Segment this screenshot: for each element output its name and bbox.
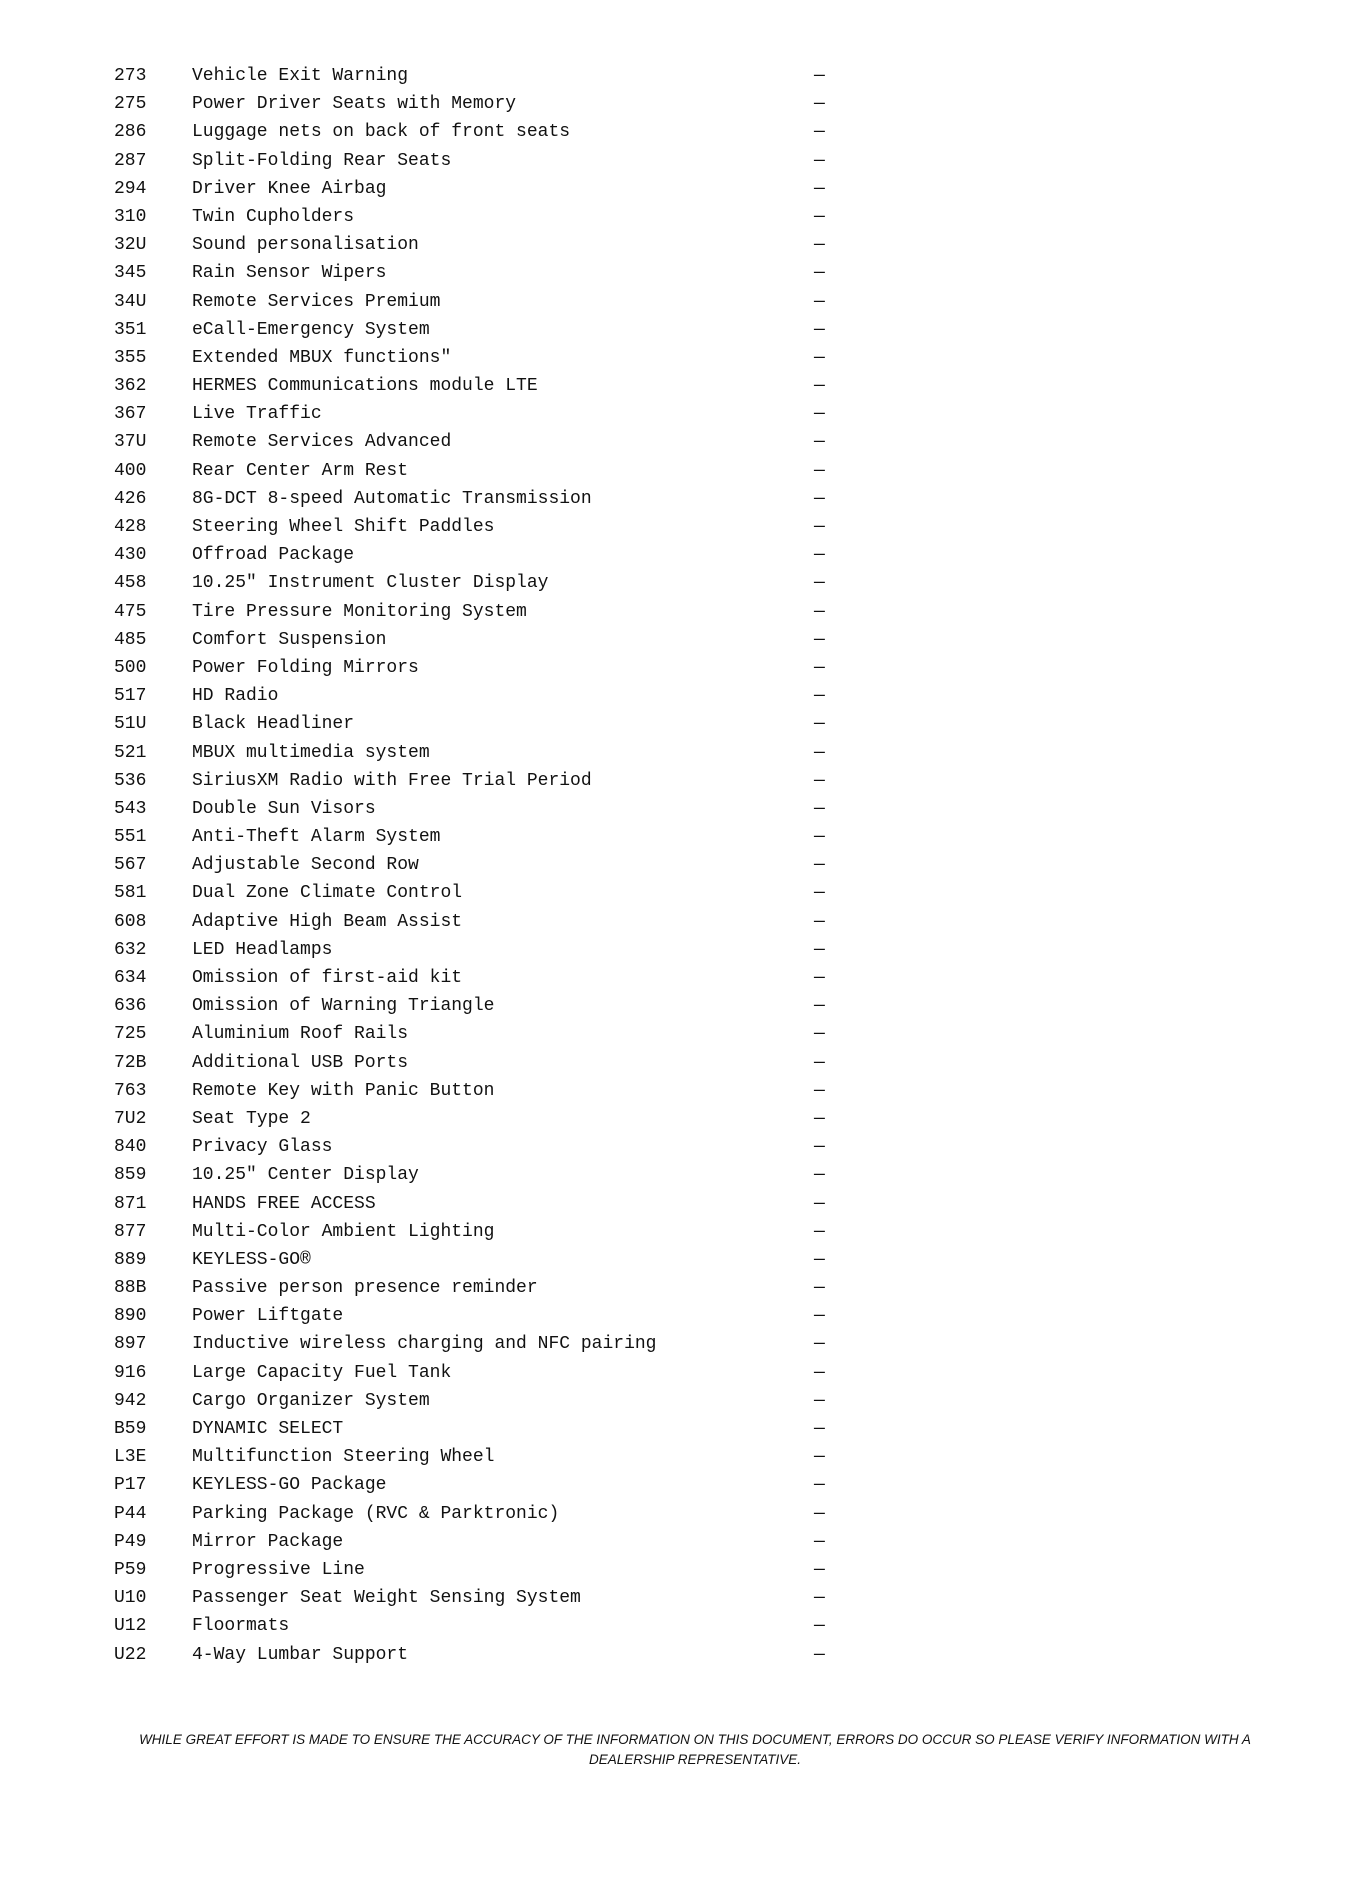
option-row — [114, 1218, 834, 1246]
option-description: Live Traffic — [192, 404, 322, 425]
option-price: — — [814, 601, 825, 622]
option-price: — — [814, 742, 825, 763]
option-price: — — [814, 1165, 825, 1186]
option-code: 536 — [114, 770, 147, 791]
option-code: 632 — [114, 939, 147, 960]
option-row — [114, 1302, 834, 1330]
option-row — [114, 1443, 834, 1471]
option-code: 428 — [114, 517, 147, 537]
option-price: — — [814, 657, 825, 678]
option-code: 351 — [114, 319, 147, 340]
option-description: Parking Package (RVC & Parktronic) — [192, 1503, 560, 1524]
option-code: 521 — [114, 742, 147, 763]
option-code: 355 — [114, 347, 147, 368]
option-row — [114, 259, 834, 287]
option-price: — — [814, 545, 825, 566]
option-row — [114, 62, 834, 90]
option-description: Adaptive High Beam Assist — [192, 911, 463, 932]
option-row — [114, 1246, 834, 1274]
option-description: Adjustable Second Row — [192, 855, 419, 876]
option-row — [114, 1556, 834, 1584]
option-row — [114, 457, 834, 485]
option-price: — — [814, 573, 825, 594]
option-description: Tire Pressure Monitoring System — [192, 601, 527, 622]
option-description: Vehicle Exit Warning — [192, 66, 409, 86]
option-price: — — [814, 1616, 825, 1637]
option-code: 551 — [114, 827, 147, 848]
option-row — [114, 1612, 834, 1640]
disclaimer-line-1: WHILE GREAT EFFORT IS MADE TO ENSURE THE ACCURACY OF THE INFORMATION ON THIS DOCUMENT, ERRORS DO OCCUR SO PLEASE VERIFY INFORMATION WITH A — [139, 1732, 1251, 1747]
option-row — [114, 1500, 834, 1528]
option-row — [114, 626, 834, 654]
option-price: — — [814, 1362, 825, 1383]
option-description: Privacy Glass — [192, 1137, 333, 1158]
option-price: — — [814, 1559, 825, 1580]
disclaimer-text — [110, 1730, 1280, 1770]
option-price: — — [814, 883, 825, 904]
option-price: — — [814, 150, 825, 171]
disclaimer-line-2: DEALERSHIP REPRESENTATIVE. — [588, 1752, 802, 1767]
option-row — [114, 428, 834, 456]
option-row — [114, 400, 834, 428]
option-row — [114, 485, 834, 513]
option-code: 7U2 — [114, 1108, 147, 1129]
option-row — [114, 372, 834, 400]
option-row — [114, 118, 834, 146]
option-price: — — [814, 319, 825, 340]
option-row — [114, 1641, 834, 1669]
option-price: — — [814, 404, 825, 425]
option-description: Driver Knee Airbag — [192, 178, 387, 199]
option-description: Aluminium Roof Rails — [192, 1024, 409, 1045]
option-code: P49 — [114, 1531, 147, 1552]
option-price: — — [814, 968, 825, 988]
option-code: L3E — [114, 1447, 147, 1468]
option-price: — — [814, 1390, 825, 1411]
option-row — [114, 231, 834, 259]
option-row — [114, 1077, 834, 1105]
option-code: 942 — [114, 1390, 147, 1411]
option-row — [114, 1133, 834, 1161]
option-code: 567 — [114, 855, 147, 876]
option-price: — — [814, 263, 825, 284]
option-row — [114, 203, 834, 231]
option-row — [114, 1330, 834, 1358]
option-row — [114, 90, 834, 118]
option-description: Power Folding Mirrors — [192, 657, 419, 678]
option-description: Sound personalisation — [192, 235, 419, 256]
option-code: P17 — [114, 1475, 147, 1496]
option-row — [114, 964, 834, 992]
option-row — [114, 1020, 834, 1048]
option-code: 608 — [114, 911, 147, 932]
option-price: — — [814, 1531, 825, 1552]
option-code: 485 — [114, 629, 147, 650]
option-price: — — [814, 1249, 825, 1270]
option-description: Steering Wheel Shift Paddles — [192, 517, 495, 537]
option-description: SiriusXM Radio with Free Trial Period — [192, 770, 592, 791]
option-code: 273 — [114, 66, 147, 86]
option-price: — — [814, 827, 825, 848]
option-price: — — [814, 376, 825, 397]
option-description: HERMES Communications module LTE — [192, 376, 538, 397]
option-code: 517 — [114, 686, 147, 707]
option-code: 310 — [114, 206, 147, 227]
option-price: — — [814, 798, 825, 819]
option-description: Inductive wireless charging and NFC pairing — [192, 1334, 657, 1355]
option-row — [114, 147, 834, 175]
option-row — [114, 1584, 834, 1612]
option-row — [114, 513, 834, 541]
option-row — [114, 541, 834, 569]
option-code: 634 — [114, 968, 147, 988]
option-description: Floormats — [192, 1616, 290, 1637]
option-price: — — [814, 911, 825, 932]
option-description: Rear Center Arm Rest — [192, 460, 409, 481]
option-description: DYNAMIC SELECT — [192, 1419, 344, 1439]
option-description: Comfort Suspension — [192, 629, 387, 650]
option-code: 400 — [114, 460, 147, 481]
option-code: U10 — [114, 1588, 147, 1609]
option-row — [114, 936, 834, 964]
option-row — [114, 175, 834, 203]
option-price: — — [814, 432, 825, 453]
option-description: Extended MBUX functions" — [192, 347, 452, 368]
option-row — [114, 654, 834, 682]
option-description: HD Radio — [192, 686, 279, 707]
option-price: — — [814, 1419, 825, 1439]
option-description: Omission of Warning Triangle — [192, 996, 495, 1017]
option-price: — — [814, 94, 825, 115]
option-price: — — [814, 235, 825, 256]
option-description: KEYLESS-GO Package — [192, 1475, 387, 1496]
option-row — [114, 1528, 834, 1556]
option-code: 636 — [114, 996, 147, 1017]
option-price: — — [814, 178, 825, 199]
option-row — [114, 1049, 834, 1077]
option-description: Power Driver Seats with Memory — [192, 94, 517, 115]
option-row — [114, 1274, 834, 1302]
option-description: Double Sun Visors — [192, 798, 376, 819]
option-code: 37U — [114, 432, 147, 453]
option-description: Offroad Package — [192, 545, 355, 566]
option-code: 32U — [114, 235, 147, 256]
option-price: — — [814, 1052, 825, 1073]
option-code: 916 — [114, 1362, 147, 1383]
option-price: — — [814, 939, 825, 960]
option-price: — — [814, 347, 825, 368]
option-price: — — [814, 291, 825, 312]
option-description: LED Headlamps — [192, 939, 333, 960]
option-price: — — [814, 996, 825, 1017]
option-row — [114, 1105, 834, 1133]
option-price: — — [814, 1447, 825, 1468]
option-code: 840 — [114, 1137, 147, 1158]
option-description: Black Headliner — [192, 714, 355, 735]
option-price: — — [814, 1475, 825, 1496]
option-code: 889 — [114, 1249, 147, 1270]
option-code: U12 — [114, 1616, 147, 1637]
option-code: 890 — [114, 1306, 147, 1327]
option-description: Split-Folding Rear Seats — [192, 150, 452, 171]
option-code: 859 — [114, 1165, 147, 1186]
option-description: Anti-Theft Alarm System — [192, 827, 441, 848]
option-code: 345 — [114, 263, 147, 284]
option-row — [114, 767, 834, 795]
option-code: 362 — [114, 376, 147, 397]
option-code: 88B — [114, 1278, 147, 1299]
option-price: — — [814, 855, 825, 876]
option-row — [114, 1359, 834, 1387]
option-price: — — [814, 1334, 825, 1355]
option-price: — — [814, 1024, 825, 1045]
option-price: — — [814, 1108, 825, 1129]
option-price: — — [814, 714, 825, 735]
option-description: Cargo Organizer System — [192, 1390, 430, 1411]
option-code: 34U — [114, 291, 147, 312]
option-row — [114, 569, 834, 597]
option-row — [114, 316, 834, 344]
option-code: 877 — [114, 1221, 147, 1242]
option-row — [114, 710, 834, 738]
option-description: 10.25" Center Display — [192, 1165, 419, 1186]
option-price: — — [814, 1588, 825, 1609]
option-row — [114, 908, 834, 936]
option-row — [114, 739, 834, 767]
option-description: Additional USB Ports — [192, 1052, 409, 1073]
option-description: Remote Key with Panic Button — [192, 1080, 495, 1101]
option-description: Power Liftgate — [192, 1306, 344, 1327]
option-price: — — [814, 517, 825, 537]
option-row — [114, 879, 834, 907]
option-price: — — [814, 206, 825, 227]
option-code: 275 — [114, 94, 147, 115]
option-price: — — [814, 460, 825, 481]
option-price: — — [814, 488, 825, 509]
option-price: — — [814, 1221, 825, 1242]
option-description: Mirror Package — [192, 1531, 344, 1552]
option-description: Remote Services Advanced — [192, 432, 452, 453]
option-price: — — [814, 1306, 825, 1327]
option-row — [114, 823, 834, 851]
option-description: Passive person presence reminder — [192, 1278, 538, 1299]
option-row — [114, 288, 834, 316]
option-code: 458 — [114, 573, 147, 594]
option-description: KEYLESS-GO® — [192, 1249, 311, 1270]
option-row — [114, 598, 834, 626]
option-code: 286 — [114, 122, 147, 143]
option-row — [114, 682, 834, 710]
option-description: eCall-Emergency System — [192, 319, 430, 340]
option-row — [114, 344, 834, 372]
option-price: — — [814, 1137, 825, 1158]
option-description: Omission of first-aid kit — [192, 968, 463, 988]
option-row — [114, 1415, 834, 1443]
option-description: HANDS FREE ACCESS — [192, 1193, 376, 1214]
option-code: P44 — [114, 1503, 147, 1524]
option-price: — — [814, 1644, 825, 1665]
option-code: 763 — [114, 1080, 147, 1101]
option-description: Remote Services Premium — [192, 291, 441, 312]
option-code: 475 — [114, 601, 147, 622]
option-price: — — [814, 1080, 825, 1101]
option-description: Twin Cupholders — [192, 206, 355, 227]
option-price: — — [814, 1193, 825, 1214]
option-row — [114, 992, 834, 1020]
option-code: 72B — [114, 1052, 147, 1073]
option-description: Multifunction Steering Wheel — [192, 1447, 495, 1468]
option-price: — — [814, 770, 825, 791]
option-code: 581 — [114, 883, 147, 904]
option-description: MBUX multimedia system — [192, 742, 430, 763]
option-row — [114, 1190, 834, 1218]
option-description: Dual Zone Climate Control — [192, 883, 463, 904]
option-price: — — [814, 1503, 825, 1524]
option-code: B59 — [114, 1419, 147, 1439]
option-description: 8G-DCT 8-speed Automatic Transmission — [192, 488, 592, 509]
option-row — [114, 1387, 834, 1415]
option-code: P59 — [114, 1559, 147, 1580]
option-price: — — [814, 1278, 825, 1299]
option-description: Large Capacity Fuel Tank — [192, 1362, 452, 1383]
option-description: Passenger Seat Weight Sensing System — [192, 1588, 581, 1609]
option-price: — — [814, 629, 825, 650]
option-row — [114, 851, 834, 879]
options-list — [114, 62, 834, 1669]
option-description: Multi-Color Ambient Lighting — [192, 1221, 495, 1242]
option-code: 287 — [114, 150, 147, 171]
option-code: 367 — [114, 404, 147, 425]
option-row — [114, 1161, 834, 1189]
option-code: 725 — [114, 1024, 147, 1045]
option-code: 430 — [114, 545, 147, 566]
option-description: Luggage nets on back of front seats — [192, 122, 571, 143]
option-code: 543 — [114, 798, 147, 819]
option-price: — — [814, 122, 825, 143]
option-code: 294 — [114, 178, 147, 199]
option-code: 51U — [114, 714, 147, 735]
option-code: U22 — [114, 1644, 147, 1665]
option-description: Rain Sensor Wipers — [192, 263, 387, 284]
option-description: 4-Way Lumbar Support — [192, 1644, 409, 1665]
option-price: — — [814, 66, 825, 86]
option-description: Seat Type 2 — [192, 1108, 311, 1129]
option-row — [114, 1471, 834, 1499]
option-description: Progressive Line — [192, 1559, 365, 1580]
option-row — [114, 795, 834, 823]
option-description: 10.25" Instrument Cluster Display — [192, 573, 549, 594]
option-code: 897 — [114, 1334, 147, 1355]
option-code: 500 — [114, 657, 147, 678]
option-code: 426 — [114, 488, 147, 509]
option-code: 871 — [114, 1193, 147, 1214]
option-price: — — [814, 686, 825, 707]
